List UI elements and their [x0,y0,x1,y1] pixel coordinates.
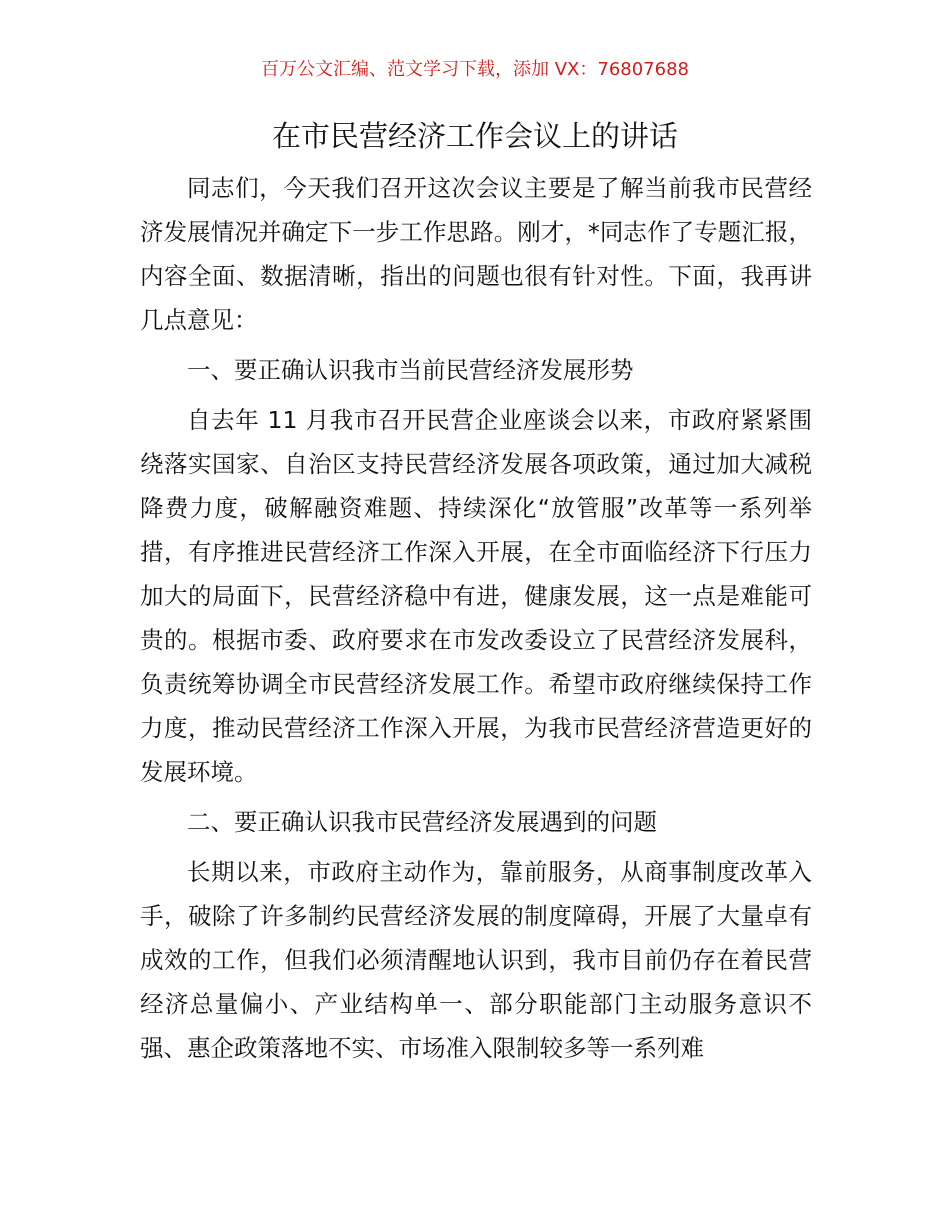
section-heading-1: 一、要正确认识我市当前民营经济发展形势 [187,356,634,384]
watermark-banner: 百万公文汇编、范文学习下载，添加 VX：76807688 [261,59,689,80]
paragraph-section-2: 长期以来，市政府主动作为，靠前服务，从商事制度改革入手，破除了许多制约民营经济发展的制度障碍，开展了大量卓有成效的工作，但我们必须清醒地认识到，我市目前仍存在着民营经济总量偏小、产业结构单一、部分职能部门主动服务意识不强、惠企政策落地不实、市场准入限制较多等一系列难 [140,858,812,1062]
paragraph-opening: 同志们，今天我们召开这次会议主要是了解当前我市民营经济发展情况并确定下一步工作思路。刚才，*同志作了专题汇报，内容全面、数据清晰，指出的问题也很有针对性。下面，我再讲几点意见： [140,174,812,334]
document-body [140,166,812,1076]
section-heading-2: 二、要正确认识我市民营经济发展遇到的问题 [187,808,657,836]
paragraph-section-1: 自去年 11 月我市召开民营企业座谈会以来，市政府紧紧围绕落实国家、自治区支持民营经济发展各项政策，通过加大减税降费力度，破解融资难题、持续深化“放管服”改革等一系列举措，有序推进民营经济工作深入开展，在全市面临经济下行压力加大的局面下，民营经济稳中有进，健康发展，这一点是难能可贵的。根据市委、政府要求在市发改委设立了民营经济发展科，负责统筹协调全市民营经济发展工作。希望市政府继续保持工作力度，推动民营经济工作深入开展，为我市民营经济营造更好的发展环境。 [140,406,812,786]
page-title: 在市民营经济工作会议上的讲话 [271,119,678,153]
